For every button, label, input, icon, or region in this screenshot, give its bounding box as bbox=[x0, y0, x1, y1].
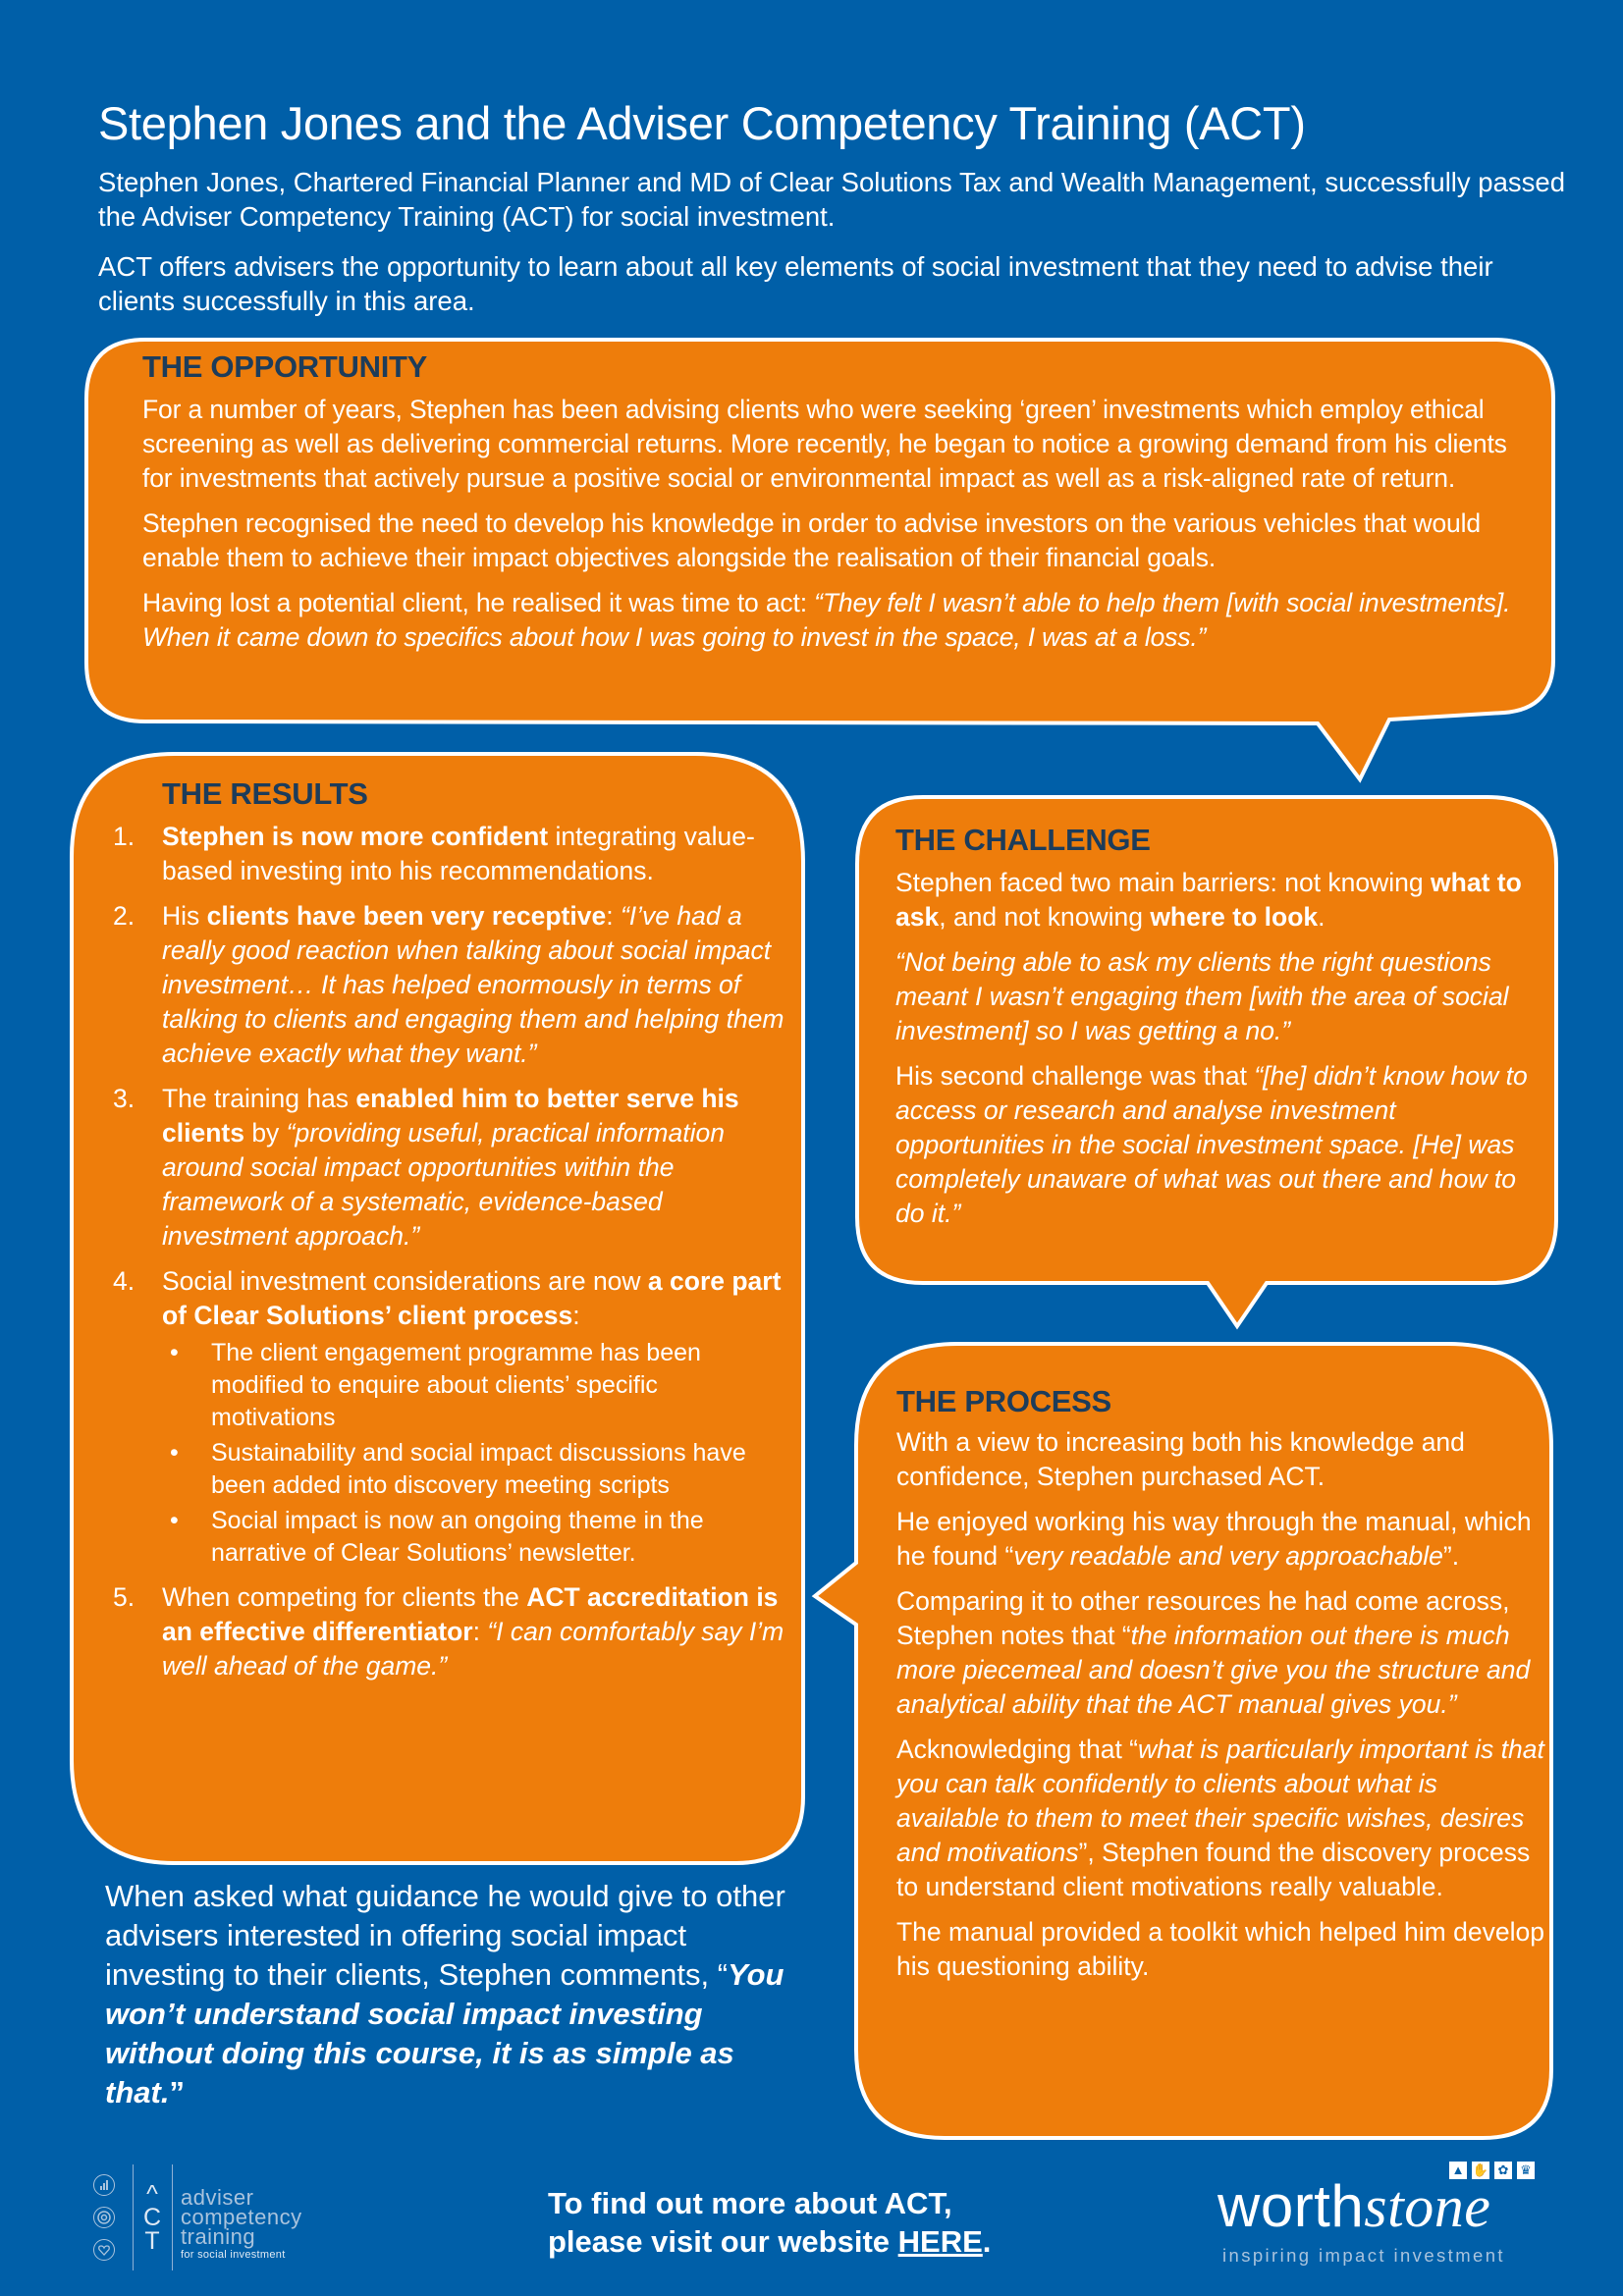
divider bbox=[172, 2164, 173, 2270]
process-paragraph bbox=[896, 1505, 1544, 1574]
text: ”. bbox=[1442, 1541, 1460, 1571]
text: When competing for clients the bbox=[162, 1582, 527, 1612]
key-quote: You won’t understand social impact investing without doing this course, it is as simple as that. bbox=[105, 1957, 784, 2109]
text: by bbox=[243, 1118, 287, 1148]
opportunity-paragraph: For a number of years, Stephen has been advising clients who were seeking ‘green’ investments which employ ethical screening as well as delivering commercial returns. More recently, he began to notice a growing demand from his clients for investments that actively pursue a positive social or environmental impact as well as a risk-aligned rate of return. bbox=[142, 395, 1507, 493]
highlight: where to look bbox=[1150, 902, 1319, 932]
bullet-icon: • bbox=[170, 1339, 179, 1366]
quote: very readable and very approachable bbox=[1013, 1541, 1443, 1571]
results-item bbox=[110, 820, 787, 888]
opportunity-paragraph bbox=[142, 586, 1537, 655]
worthstone-tagline: inspiring impact investment bbox=[1222, 2245, 1505, 2266]
process-paragraph: The manual provided a toolkit which helped him develop his questioning ability. bbox=[896, 1917, 1544, 1981]
results-item bbox=[110, 1082, 787, 1254]
act-logo-icons bbox=[93, 2174, 117, 2271]
section-heading: THE RESULTS bbox=[162, 776, 368, 811]
sub-bullet-item bbox=[162, 1505, 787, 1570]
item-number: 5. bbox=[113, 1582, 135, 1612]
text: please visit our website bbox=[548, 2224, 898, 2259]
text: . bbox=[982, 2224, 992, 2259]
text: Social impact is now an ongoing theme in the narrative of Clear Solutions’ newsletter. bbox=[211, 1507, 704, 1567]
process-section bbox=[896, 1384, 1544, 1995]
bar-chart-icon bbox=[93, 2174, 115, 2196]
text: Stephen faced two main barriers: not knowing bbox=[895, 868, 1432, 897]
wordmark-line: competency bbox=[181, 2205, 302, 2229]
page-title: Stephen Jones and the Adviser Competency Training (ACT) bbox=[98, 97, 1306, 149]
text: : bbox=[472, 1617, 488, 1646]
act-logo bbox=[93, 2164, 349, 2272]
item-number: 1. bbox=[113, 822, 135, 851]
act-wordmark bbox=[181, 2185, 302, 2249]
act-letter: T bbox=[144, 2227, 160, 2255]
highlight: a core part of Clear Solutions’ client process bbox=[162, 1266, 782, 1330]
challenge-paragraph bbox=[895, 945, 1543, 1048]
heart-icon bbox=[93, 2239, 115, 2261]
challenge-section bbox=[895, 823, 1543, 1242]
quote: “Not being able to ask my clients the right questions meant I wasn’t engaging them [with the area of social investment] so I was getting a no.” bbox=[895, 947, 1509, 1045]
text: The client engagement programme has been modified to enquire about clients’ specific motivations bbox=[211, 1339, 701, 1431]
wordmark-line: training bbox=[181, 2224, 256, 2249]
text: ”, Stephen found the discovery process to understand client motivations really valuable. bbox=[896, 1838, 1531, 1901]
growth-chart-icon: ▲ bbox=[1449, 2162, 1467, 2179]
hand-icon: ✋ bbox=[1472, 2163, 1489, 2177]
act-tagline: for social investment bbox=[181, 2249, 286, 2261]
results-section bbox=[110, 776, 787, 1694]
quote: the information out there is much more piecemeal and doesn’t give you the structure and analytical ability that the ACT manual gives you.” bbox=[896, 1621, 1531, 1719]
text: Having lost a potential client, he realised it was time to act: bbox=[142, 588, 815, 617]
text: His bbox=[162, 901, 207, 931]
text: He enjoyed working his way through the manual, which he found “ bbox=[896, 1507, 1532, 1571]
section-heading: THE CHALLENGE bbox=[895, 823, 1151, 857]
wordmark-plain: worth bbox=[1217, 2173, 1365, 2239]
text: Acknowledging that “ bbox=[896, 1735, 1139, 1764]
worthstone-wordmark bbox=[1217, 2173, 1491, 2239]
item-number: 2. bbox=[113, 901, 135, 931]
challenge-paragraph bbox=[895, 1059, 1543, 1231]
target-icon bbox=[93, 2207, 115, 2228]
opportunity-section bbox=[142, 349, 1537, 666]
text: When asked what guidance he would give to other advisers interested in offering social impact investing to their clients, Stephen comments, “ bbox=[105, 1879, 785, 1992]
item-number: 3. bbox=[113, 1084, 135, 1113]
challenge-paragraph bbox=[895, 866, 1543, 934]
quote: what is particularly important is that you can talk confidently to clients about what is available to them to meet their specific wishes, desires and motivations bbox=[896, 1735, 1544, 1867]
cta-line: To find out more about ACT, bbox=[548, 2186, 952, 2220]
closing-quote bbox=[105, 1877, 792, 2112]
text: Comparing it to other resources he had come across, Stephen notes that “ bbox=[896, 1586, 1510, 1650]
section-heading: THE PROCESS bbox=[896, 1384, 1111, 1418]
process-paragraph: With a view to increasing both his knowledge and confidence, Stephen purchased ACT. bbox=[896, 1427, 1465, 1491]
wordmark-italic: stone bbox=[1364, 2174, 1491, 2239]
results-list bbox=[110, 820, 787, 1683]
crown-icon: ♛ bbox=[1517, 2162, 1535, 2179]
opportunity-paragraph: Stephen recognised the need to develop his knowledge in order to advise investors on the various vehicles that would enable them to achieve their impact objectives alongside the realisation of their financial goals. bbox=[142, 508, 1481, 572]
highlight: ACT accreditation is an effective differentiator bbox=[162, 1582, 779, 1646]
item-number: 4. bbox=[113, 1266, 135, 1296]
quote: “[he] didn’t know how to access or research and analyse investment opportunities in the social investment space. [He] was completely unaware of what was out there and how to do it.” bbox=[895, 1061, 1528, 1228]
text: ” bbox=[169, 2075, 185, 2109]
highlight: clients have been very receptive bbox=[206, 901, 607, 931]
section-heading: THE OPPORTUNITY bbox=[142, 349, 428, 384]
wordmark-line: adviser bbox=[181, 2185, 254, 2210]
intro-paragraph: ACT offers advisers the opportunity to learn about all key elements of social investment that they need to advise their clients successfully in this area. bbox=[98, 251, 1493, 316]
quote: “I’ve had a really good reaction when talking about social impact investment… It has helped enormously in terms of talking to clients and engaging them and helping them achieve exactly what they want.” bbox=[162, 901, 784, 1068]
text: Social investment considerations are now bbox=[162, 1266, 648, 1296]
results-item bbox=[110, 1264, 787, 1570]
bullet-icon: • bbox=[170, 1507, 179, 1534]
sub-bullet-item bbox=[162, 1437, 787, 1502]
website-link[interactable]: HERE bbox=[897, 2224, 983, 2259]
highlight: Stephen is now more confident bbox=[162, 822, 549, 851]
quote: “I can comfortably say I’m well ahead of the game.” bbox=[162, 1617, 784, 1681]
act-letter: ^ bbox=[146, 2180, 158, 2208]
text: integrating value-based investing into his recommendations. bbox=[162, 822, 755, 885]
leaf-icon: ✿ bbox=[1494, 2162, 1512, 2179]
text: . bbox=[1318, 902, 1325, 932]
results-item bbox=[110, 899, 787, 1071]
sub-bullet-list bbox=[162, 1337, 787, 1570]
quote: “providing useful, practical information around social impact opportunities within the framework of a systematic, evidence-based investment approach.” bbox=[162, 1118, 725, 1251]
text: , and not knowing bbox=[939, 902, 1151, 932]
text: His second challenge was that bbox=[895, 1061, 1255, 1091]
highlight: enabled him to better serve his clients bbox=[162, 1084, 739, 1148]
sub-bullet-item bbox=[162, 1337, 787, 1434]
process-paragraph bbox=[896, 1733, 1544, 1904]
results-item bbox=[110, 1580, 787, 1683]
cta-line bbox=[548, 2222, 991, 2261]
highlight: what to ask bbox=[895, 868, 1522, 932]
act-letter: C bbox=[142, 2204, 162, 2231]
footer-cta bbox=[548, 2184, 991, 2261]
text: Sustainability and social impact discussions have been added into discovery meeting scripts bbox=[211, 1439, 746, 1499]
act-letters bbox=[142, 2182, 162, 2253]
client-quote: “They felt I wasn’t able to help them [with social investments]. When it came down to specifics about how I was going to invest in the space, I was at a loss.” bbox=[142, 588, 1511, 652]
intro-paragraph: Stephen Jones, Chartered Financial Planner and MD of Clear Solutions Tax and Wealth Management, successfully passed the Adviser Competency Training (ACT) for social investment. bbox=[98, 167, 1565, 232]
bullet-icon: • bbox=[170, 1439, 179, 1467]
process-paragraph bbox=[896, 1584, 1544, 1722]
text: : bbox=[606, 901, 621, 931]
divider bbox=[133, 2164, 134, 2270]
text: The training has bbox=[162, 1084, 356, 1113]
text: : bbox=[572, 1301, 580, 1330]
worthstone-logo bbox=[1213, 2160, 1566, 2268]
